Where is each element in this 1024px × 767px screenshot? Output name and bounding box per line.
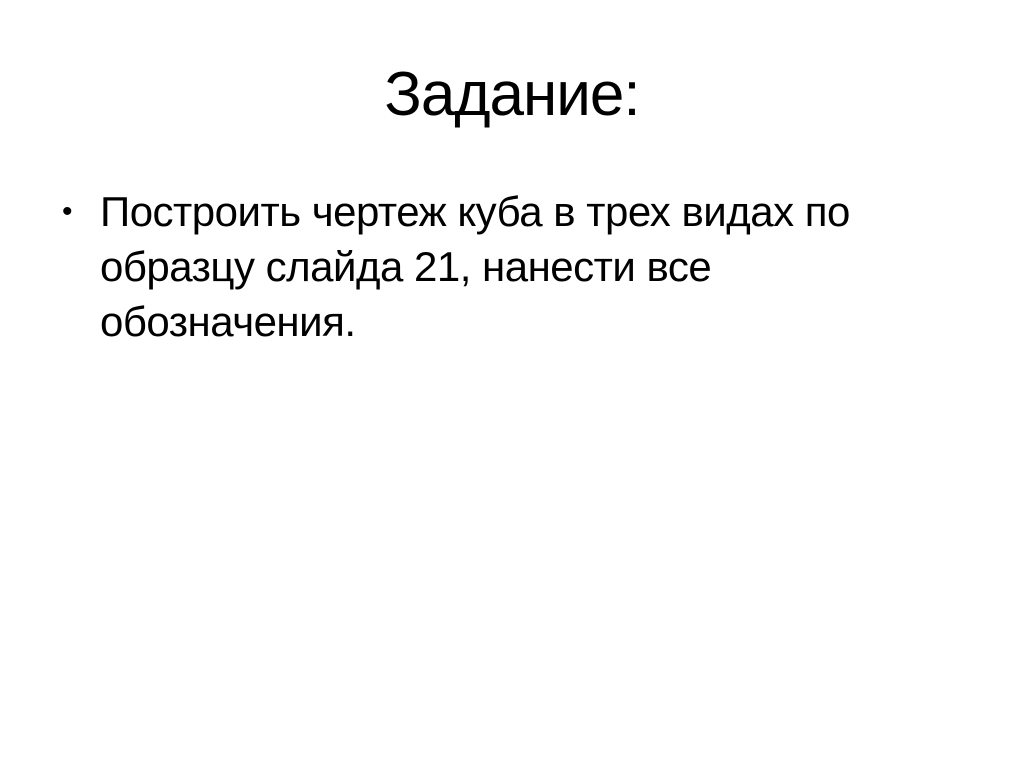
bullet-marker: • [62, 195, 73, 228]
bullet-text-line-1: Построить чертеж куба в трех видах по [100, 188, 850, 235]
slide-title: Задание: [384, 60, 640, 129]
bullet-text-line-3: обозначения. [100, 298, 356, 345]
bullet-text-line-2: образцу слайда 21, нанести все [100, 243, 712, 290]
bullet-text [100, 184, 850, 349]
bullet-item [62, 184, 850, 349]
